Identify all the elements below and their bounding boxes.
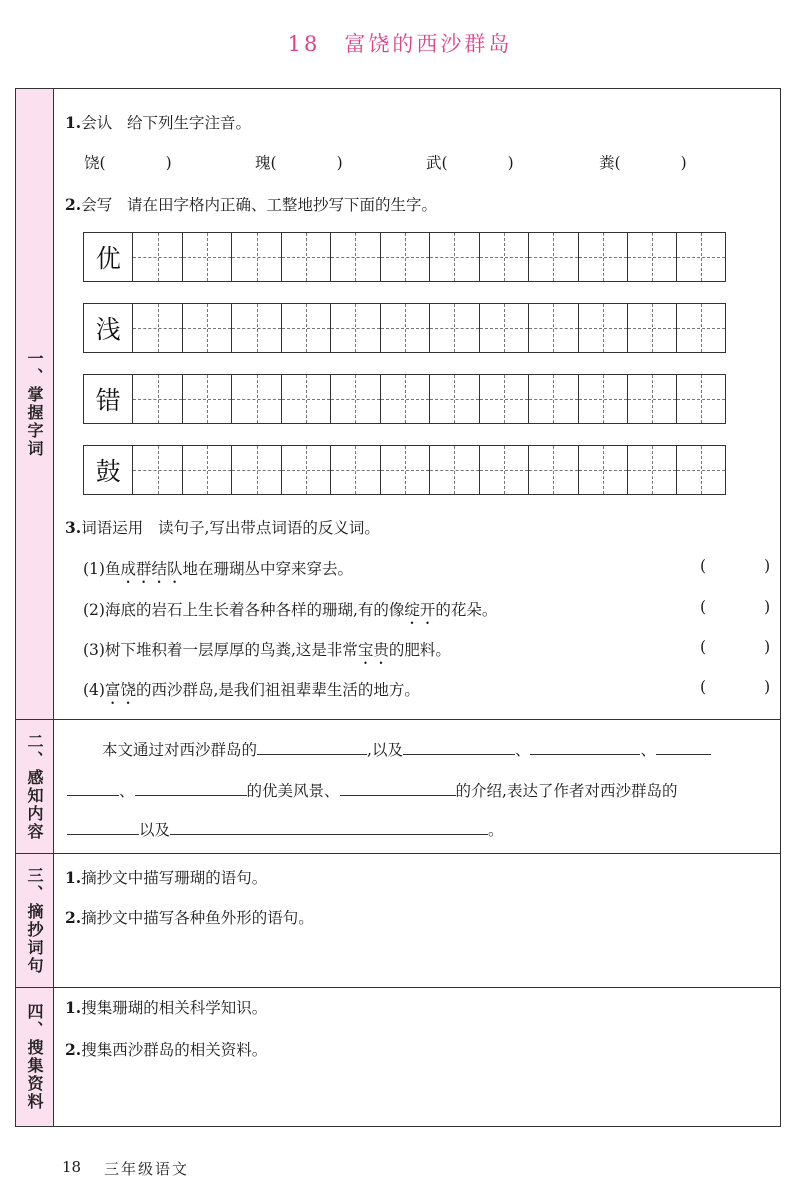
question-3: 3.词语运用 读句子,写出带点词语的反义词。 xyxy=(65,518,380,537)
section-comprehension xyxy=(16,720,780,854)
section-label: 二、感知内容 xyxy=(16,720,54,853)
lesson-title: 富饶的西沙群岛 xyxy=(344,32,513,56)
grid-cell[interactable] xyxy=(479,374,528,424)
grid-cell[interactable] xyxy=(231,374,280,424)
grid-cell[interactable] xyxy=(429,232,478,282)
grid-cell[interactable] xyxy=(281,303,330,353)
dotted-word: 富饶 xyxy=(104,681,136,699)
sample-char-cell xyxy=(83,232,132,282)
section-label: 四、搜集资料 xyxy=(16,988,54,1126)
section-label: 三、摘抄词句 xyxy=(16,854,54,987)
answer-blank[interactable]: ( ) xyxy=(700,598,771,616)
list-item: 1.搜集珊瑚的相关科学知识。 xyxy=(65,998,268,1017)
grid-cell[interactable] xyxy=(676,374,725,424)
grid-cell[interactable] xyxy=(578,232,627,282)
writing-grid[interactable] xyxy=(83,445,726,495)
grid-cell[interactable] xyxy=(479,445,528,495)
grid-cell[interactable] xyxy=(429,445,478,495)
writing-grid[interactable] xyxy=(83,303,726,353)
fill-blank[interactable] xyxy=(656,738,711,755)
grid-cell[interactable] xyxy=(479,303,528,353)
grid-cell[interactable] xyxy=(528,303,577,353)
question-2: 2.会写 请在田字格内正确、工整地抄写下面的生字。 xyxy=(65,195,437,214)
grid-cell[interactable] xyxy=(627,374,676,424)
grid-cell[interactable] xyxy=(281,374,330,424)
grid-cell[interactable] xyxy=(627,232,676,282)
fill-line-2: 、 的优美风景、 的介绍,表达了作者对西沙群岛的 xyxy=(67,779,677,801)
grid-cell[interactable] xyxy=(627,303,676,353)
lesson-number: 18 xyxy=(287,32,321,56)
fill-blank[interactable] xyxy=(67,779,119,796)
sample-char: 浅 xyxy=(95,315,121,344)
pinyin-item: 瑰( ) xyxy=(255,154,343,172)
sample-char-cell xyxy=(83,445,132,495)
grid-cell[interactable] xyxy=(132,232,181,282)
writing-grid[interactable] xyxy=(83,232,726,282)
pinyin-item: 武( ) xyxy=(426,154,514,172)
grid-cell[interactable] xyxy=(380,445,429,495)
dotted-word: 成群结队 xyxy=(120,560,183,578)
sentence-item: (4)富饶的西沙群岛,是我们祖祖辈辈生活的地方。 xyxy=(83,681,420,699)
grid-cell[interactable] xyxy=(330,303,379,353)
answer-blank[interactable]: ( ) xyxy=(700,557,771,575)
grid-cell[interactable] xyxy=(578,445,627,495)
sentence-item: (3)树下堆积着一层厚厚的鸟粪,这是非常宝贵的肥料。 xyxy=(83,641,451,659)
section-vocabulary xyxy=(16,89,780,720)
grid-cell[interactable] xyxy=(528,445,577,495)
grid-cell[interactable] xyxy=(281,232,330,282)
fill-blank[interactable] xyxy=(170,818,488,835)
pinyin-item: 粪( ) xyxy=(599,154,687,172)
fill-line-3: 以及 。 xyxy=(67,818,504,840)
grid-cell[interactable] xyxy=(578,374,627,424)
grid-cell[interactable] xyxy=(182,303,231,353)
fill-blank[interactable] xyxy=(340,779,456,796)
sample-char: 错 xyxy=(95,386,121,415)
grid-cell[interactable] xyxy=(132,303,181,353)
grid-cell[interactable] xyxy=(429,374,478,424)
grid-cell[interactable] xyxy=(380,232,429,282)
book-title: 三年级语文 xyxy=(104,1160,190,1178)
page-number: 18 xyxy=(62,1158,82,1176)
grid-cell[interactable] xyxy=(479,232,528,282)
list-item: 2.摘抄文中描写各种鱼外形的语句。 xyxy=(65,908,314,927)
grid-cell[interactable] xyxy=(578,303,627,353)
grid-cell[interactable] xyxy=(132,445,181,495)
grid-cell[interactable] xyxy=(528,232,577,282)
dotted-word: 绽开 xyxy=(404,601,436,619)
sample-char-cell xyxy=(83,374,132,424)
worksheet-frame xyxy=(15,88,781,1127)
grid-cell[interactable] xyxy=(528,374,577,424)
grid-cell[interactable] xyxy=(676,303,725,353)
dotted-word: 宝贵 xyxy=(357,641,389,659)
section-excerpts xyxy=(16,854,780,988)
fill-blank[interactable] xyxy=(67,818,139,835)
grid-cell[interactable] xyxy=(627,445,676,495)
answer-blank[interactable]: ( ) xyxy=(700,638,771,656)
grid-cell[interactable] xyxy=(182,232,231,282)
grid-cell[interactable] xyxy=(231,303,280,353)
grid-cell[interactable] xyxy=(330,374,379,424)
fill-blank[interactable] xyxy=(257,738,367,755)
answer-blank[interactable]: ( ) xyxy=(700,678,771,696)
grid-cell[interactable] xyxy=(676,445,725,495)
fill-line-1: 本文通过对西沙群岛的 ,以及 、 、 xyxy=(102,738,711,760)
grid-cell[interactable] xyxy=(231,232,280,282)
sentence-item: (1)鱼成群结队地在珊瑚丛中穿来穿去。 xyxy=(83,560,354,578)
section-label: 一、掌握字词 xyxy=(16,89,54,719)
grid-cell[interactable] xyxy=(182,445,231,495)
question-1: 1.会认 给下列生字注音。 xyxy=(65,113,251,132)
grid-cell[interactable] xyxy=(676,232,725,282)
page-title xyxy=(0,28,800,58)
grid-cell[interactable] xyxy=(132,374,181,424)
grid-cell[interactable] xyxy=(429,303,478,353)
list-item: 2.搜集西沙群岛的相关资料。 xyxy=(65,1040,268,1059)
fill-blank[interactable] xyxy=(135,779,247,796)
section-research xyxy=(16,988,780,1126)
grid-cell[interactable] xyxy=(231,445,280,495)
list-item: 1.摘抄文中描写珊瑚的语句。 xyxy=(65,868,268,887)
pinyin-item: 饶( ) xyxy=(84,154,172,172)
grid-cell[interactable] xyxy=(182,374,231,424)
sentence-item: (2)海底的岩石上生长着各种各样的珊瑚,有的像绽开的花朵。 xyxy=(83,601,498,619)
grid-cell[interactable] xyxy=(380,374,429,424)
sample-char-cell xyxy=(83,303,132,353)
grid-cell[interactable] xyxy=(330,232,379,282)
grid-cell[interactable] xyxy=(330,445,379,495)
grid-cell[interactable] xyxy=(380,303,429,353)
sample-char: 鼓 xyxy=(95,457,121,486)
writing-grid[interactable] xyxy=(83,374,726,424)
grid-cell[interactable] xyxy=(281,445,330,495)
fill-blank[interactable] xyxy=(530,738,640,755)
fill-blank[interactable] xyxy=(403,738,515,755)
sample-char: 优 xyxy=(95,244,121,273)
